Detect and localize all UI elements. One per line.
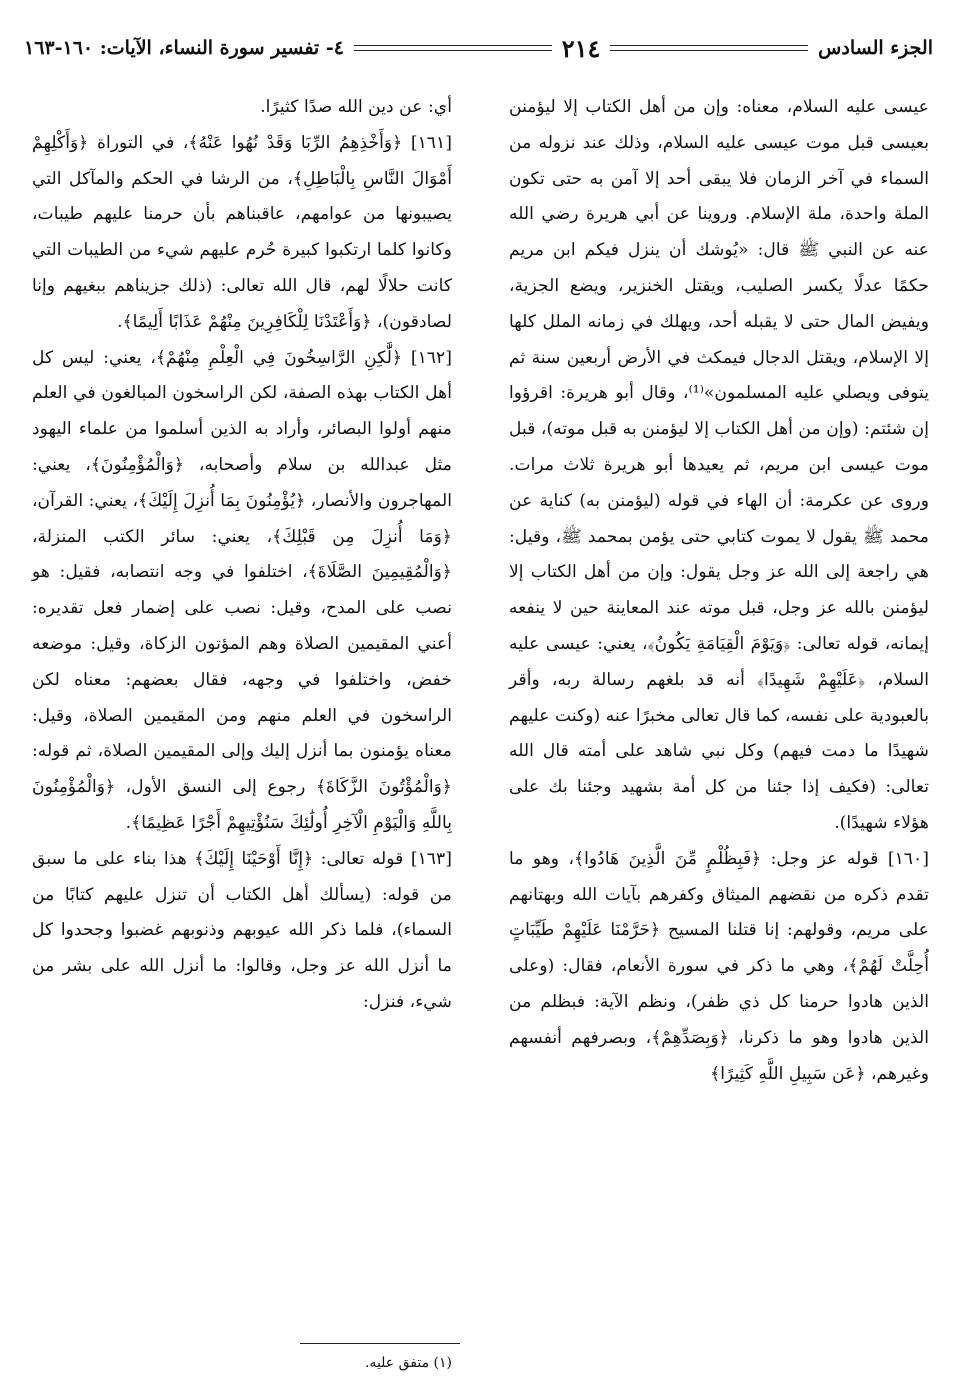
- footnote: (١) متفق عليه.: [364, 1355, 452, 1371]
- running-header: [24, 26, 933, 70]
- chapter-title: ٤- تفسير سورة النساء، الآيات: ١٦٠-١٦٣: [23, 37, 344, 59]
- header-rule: [610, 45, 808, 51]
- paragraph: عيسى عليه السلام، معناه: وإن من أهل الكتاب إلا ليؤمنن بعيسى قبل موت عيسى عليه السلام، وذلك عند نزوله من السماء في آخر الزمان فلا يبقى أحد إلا آمن به حتى تكون الملة واحدة، ملة الإسلام. وروينا عن أبي هريرة رضي الله عنه عن النبي ﷺ قال: «يُوشك أن ينزل فيكم ابن مريم حكمًا عدلًا يكسر الصليب، ويقتل الخنزير، ويضع الجزية، ويفيض المال حتى لا يقبله أحد، ويهلك في زمانه الملل كلها إلا الإسلام، ويقتل الدجال فيمكث في الأرض أربعين سنة ثم يتوفى ويصلي عليه المسلمون»⁽¹⁾، وقال أبو هريرة: اقرؤوا إن شئتم: (وإن من أهل الكتاب إلا ليؤمنن به قبل موته)، قبل موت عيسى ابن مريم، ثم يعيدها أبو هريرة ثلاث مرات. وروى عن عكرمة: أن الهاء في قوله (ليؤمنن به) كناية عن محمد ﷺ يقول لا يموت كتابي حتى يؤمن بمحمد ﷺ، وقيل: هي راجعة إلى الله عز وجل يقول: وإن من أهل الكتاب إلا ليؤمنن بالله عز وجل، قبل موته عند المعاينة حين لا ينفعه إيمانه، قوله تعالى: ﴿وَيَوْمَ الْقِيَامَةِ يَكُونُ﴾، يعني: عيسى عليه السلام، ﴿عَلَيْهِمْ شَهِيدًا﴾ أنه قد بلغهم رسالة ربه، وأقر بالعبودية على نفسه، كما قال تعالى مخبرًا عنه (وكنت عليهم شهيدًا ما دمت فيهم) وكل نبي شاهد على أمته قال الله تعالى: (فكيف إذا جئنا من كل أمة بشهيد وجئنا بك على هؤلاء شهيدًا).: [509, 97, 929, 833]
- paragraph: [١٦٣] قوله تعالى: ﴿إِنَّا أَوْحَيْنَا إِلَيْكَ﴾ هذا بناء على ما سبق من قوله: (يسألك أهل الكتاب أن تنزل عليهم كتابًا من السماء)، فلما ذكر الله عيوبهم وذنوبهم غضبوا وجحدوا كل ما أنزل الله عز وجل، وقالوا: ما أنزل الله على بشر من شيء، فنزل:: [32, 848, 452, 1012]
- left-column: [32, 90, 452, 1021]
- paragraph: [١٦١] ﴿وَأَخْذِهِمُ الرِّبَا وَقَدْ نُهُوا عَنْهُ﴾، في التوراة ﴿وَأَكْلِهِمْ أَمْوَالَ النَّاسِ بِالْبَاطِلِ﴾، من الرشا في الحكم والمآكل التي يصيبونها من عوامهم، عاقبناهم بأن حرمنا عليهم طيبات، وكانوا كلما ارتكبوا كبيرة حُرم عليهم شيء من الطيبات التي كانت حلالًا لهم، قال الله تعالى: (ذلك جزيناهم ببغيهم وإنا لصادقون)، ﴿وَأَعْتَدْنَا لِلْكَافِرِينَ مِنْهُمْ عَذَابًا أَلِيمًا﴾.: [32, 132, 452, 332]
- page-number: ٢١٤: [561, 33, 601, 63]
- paragraph: [١٦٠] قوله عز وجل: ﴿فَبِظُلْمٍ مِّنَ الَّذِينَ هَادُوا﴾، وهو ما تقدم ذكره من نقضهم الميثاق وكفرهم بآيات الله وبهتانهم على مريم، وقولهم: إنا قتلنا المسيح ﴿حَرَّمْنَا عَلَيْهِمْ طَيِّبَاتٍ أُحِلَّتْ لَهُمْ﴾، وهي ما ذكر في سورة الأنعام، فقال: (وعلى الذين هادوا حرمنا كل ذي ظفر)، ونظم الآية: فبظلم من الذين هادوا وهو ما ذكرنا، ﴿وَبِصَدِّهِمْ﴾، وبصرفهم أنفسهم وغيرهم، ﴿عَن سَبِيلِ اللَّهِ كَثِيرًا﴾: [509, 848, 929, 1084]
- right-column: [509, 90, 929, 1092]
- paragraph: [١٦٢] ﴿لَّٰكِنِ الرَّاسِخُونَ فِي الْعِلْمِ مِنْهُمْ﴾، يعني: ليس كل أهل الكتاب بهذه الصفة، لكن الراسخون المبالغون في العلم منهم أولوا البصائر، وأراد به الذين أسلموا من علماء اليهود مثل عبدالله بن سلام وأصحابه، ﴿وَالْمُؤْمِنُونَ﴾، يعني: المهاجرون والأنصار، ﴿يُؤْمِنُونَ بِمَا أُنزِلَ إِلَيْكَ﴾، يعني: القرآن، ﴿وَمَا أُنزِلَ مِن قَبْلِكَ﴾، يعني: سائر الكتب المنزلة، ﴿وَالْمُقِيمِينَ الصَّلَاةَ﴾، اختلفوا في وجه انتصابه، فقيل: هو نصب على المدح، وقيل: نصب على إضمار فعل تقديره: أعني المقيمين الصلاة وهم المؤتون الزكاة، وقيل: موضعه خفض، واختلفوا في وجهه، فقال بعضهم: معناه لكن الراسخون في العلم منهم ومن المقيمين الصلاة، وقيل: معناه يؤمنون بما أنزل إليك وإلى المقيمين الصلاة، ثم قوله: ﴿وَالْمُؤْتُونَ الزَّكَاةَ﴾ رجوع إلى النسق الأول، ﴿وَالْمُؤْمِنُونَ بِاللَّهِ وَالْيَوْمِ الْآخِرِ أُولَٰئِكَ سَنُؤْتِيهِمْ أَجْرًا عَظِيمًا﴾.: [32, 347, 452, 833]
- header-rule: [354, 45, 552, 51]
- paragraph: أي: عن دين الله صدًا كثيرًا.: [260, 97, 452, 117]
- part-title: الجزء السادس: [818, 37, 933, 59]
- footnote-rule: [300, 1343, 460, 1344]
